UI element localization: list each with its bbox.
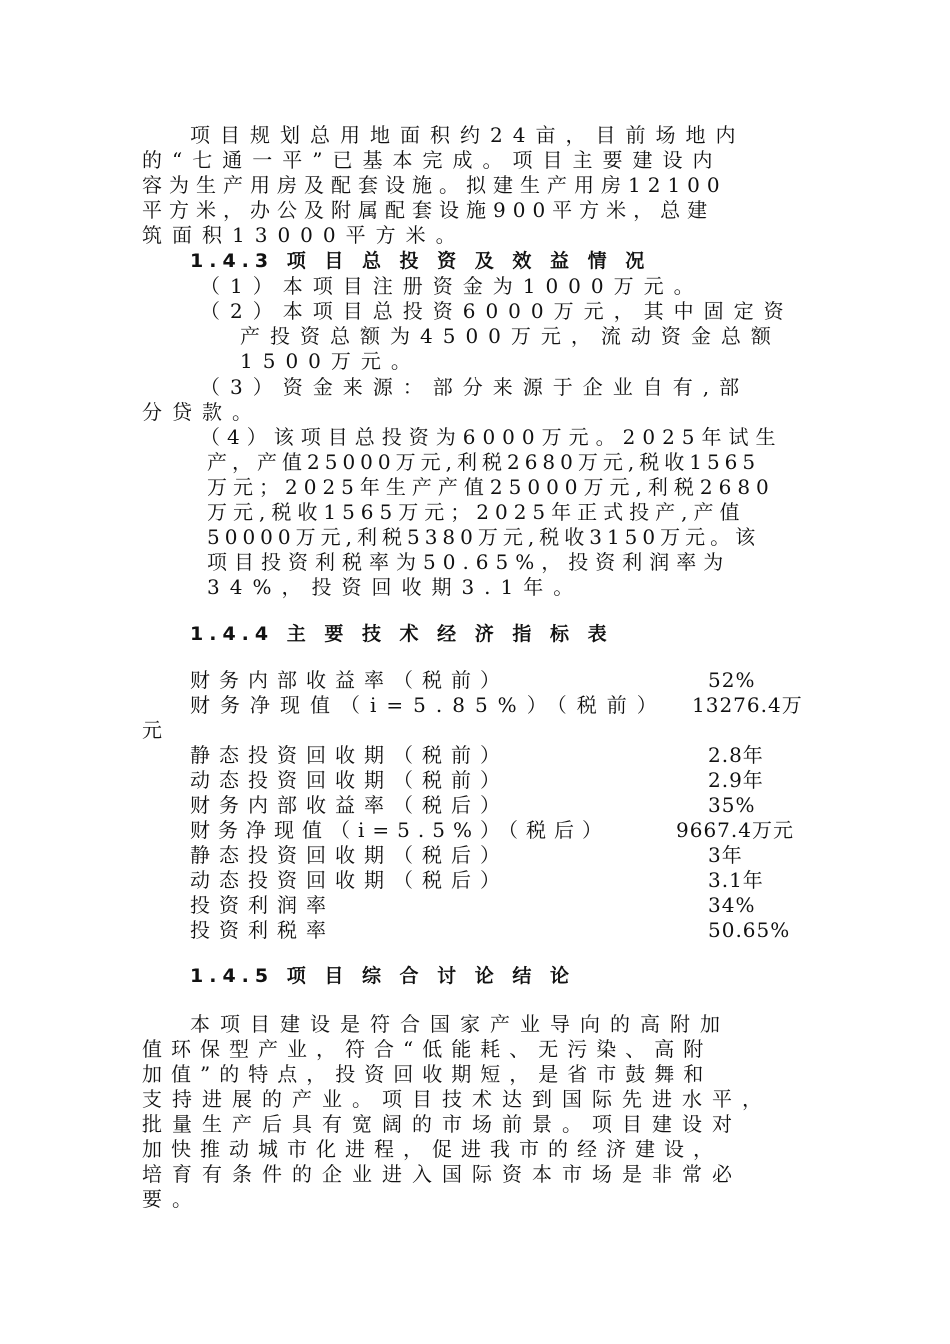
section-heading-1-4-4: 1.4.4 主 要 技 术 经 济 指 标 表 — [190, 623, 613, 645]
indicator-value: 9667.4万元 — [676, 818, 794, 842]
item-1: （1）本项目注册资金为1000万元。 — [200, 274, 704, 298]
indicator-row-continuation — [142, 718, 762, 743]
indicator-row — [190, 868, 810, 893]
indicator-label: 财务净现值（i=5.85%）（税前） — [190, 693, 667, 717]
section-heading-1-4-5: 1.4.5 项 目 综 合 讨 论 结 论 — [190, 965, 576, 987]
indicator-label: 财务净现值（i=5.5%）（税后） — [190, 818, 610, 842]
item-4-line-4: 万元,税收1565万元；2025年正式投产,产值 — [207, 500, 746, 524]
conclusion-line-3: 加值”的特点，投资回收期短，是省市鼓舞和 — [142, 1062, 713, 1086]
item-3-line-2: 分贷款。 — [142, 400, 262, 424]
conclusion-line-4: 支持进展的产业。项目技术达到国际先进水平， — [142, 1087, 772, 1111]
indicator-value: 34% — [708, 893, 756, 917]
indicator-row — [190, 693, 810, 718]
conclusion-line-6: 加快推动城市化进程，促进我市的经济建设， — [142, 1137, 722, 1161]
indicator-label: 动态投资回收期（税后） — [190, 868, 509, 892]
item-2-line-2: 产投资总额为4500万元，流动资金总额 — [240, 324, 781, 348]
item-4-line-1: （4）该项目总投资为6000万元。2025年试生 — [200, 425, 783, 449]
indicator-label: 静态投资回收期（税前） — [190, 743, 509, 767]
item-4-line-6: 项目投资利税率为50.65%，投资利润率为 — [207, 550, 731, 574]
conclusion-line-2: 值环保型产业，符合“低能耗、无污染、高附 — [142, 1037, 713, 1061]
indicator-row — [190, 918, 810, 943]
intro-line-3: 容为生产用房及配套设施。拟建生产用房12100 — [142, 173, 727, 197]
indicator-row — [190, 743, 810, 768]
item-4-line-2: 产，产值25000万元,利税2680万元,税收1565 — [207, 450, 761, 474]
indicator-row — [190, 843, 810, 868]
conclusion-line-5: 批量生产后具有宽阔的市场前景。项目建设对 — [142, 1112, 742, 1136]
indicator-row — [190, 668, 810, 693]
indicator-row — [190, 793, 810, 818]
indicator-value: 35% — [708, 793, 756, 817]
section-heading-1-4-3: 1.4.3 项 目 总 投 资 及 效 益 情 况 — [190, 250, 651, 272]
indicator-label: 投资利润率 — [190, 893, 335, 917]
indicator-value: 2.8年 — [708, 743, 764, 767]
conclusion-line-7: 培育有条件的企业进入国际资本市场是非常必 — [142, 1162, 742, 1186]
indicator-value: 50.65% — [708, 918, 791, 942]
item-4-line-3: 万元；2025年生产产值25000万元,利税2680 — [207, 475, 775, 499]
intro-line-4: 平方米，办公及附属配套设施900平方米，总建 — [142, 198, 715, 222]
indicator-label: 投资利税率 — [190, 918, 335, 942]
indicator-row — [190, 768, 810, 793]
item-4-line-5: 50000万元,利税5380万元,税收3150万元。该 — [207, 525, 761, 549]
indicator-value: 52% — [708, 668, 756, 692]
item-2-line-3: 1500万元。 — [240, 349, 421, 373]
intro-line-5: 筑面积13000平方米。 — [142, 223, 466, 247]
conclusion-line-8: 要。 — [142, 1187, 202, 1211]
indicator-label: 静态投资回收期（税后） — [190, 843, 509, 867]
indicator-value: 3.1年 — [708, 868, 764, 892]
intro-line-2: 的“七通一平”已基本完成。项目主要建设内 — [142, 148, 723, 172]
indicator-label: 动态投资回收期（税前） — [190, 768, 509, 792]
indicator-row — [190, 893, 810, 918]
conclusion-line-1: 本项目建设是符合国家产业导向的高附加 — [190, 1012, 730, 1036]
item-4-line-7: 34%，投资回收期3.1年。 — [207, 575, 584, 599]
intro-line-1: 项目规划总用地面积约24亩，目前场地内 — [190, 123, 746, 147]
item-2-line-1: （2）本项目总投资6000万元，其中固定资 — [200, 299, 794, 323]
indicator-label: 财务内部收益率（税后） — [190, 793, 509, 817]
indicator-value: 2.9年 — [708, 768, 764, 792]
indicator-value: 3年 — [708, 843, 743, 867]
indicator-value: 13276.4万 — [692, 693, 803, 717]
indicator-label: 元 — [142, 718, 171, 742]
indicator-label: 财务内部收益率（税前） — [190, 668, 509, 692]
item-3-line-1: （3）资金来源：部分来源于企业自有,部 — [200, 375, 750, 399]
indicator-row — [190, 818, 810, 843]
